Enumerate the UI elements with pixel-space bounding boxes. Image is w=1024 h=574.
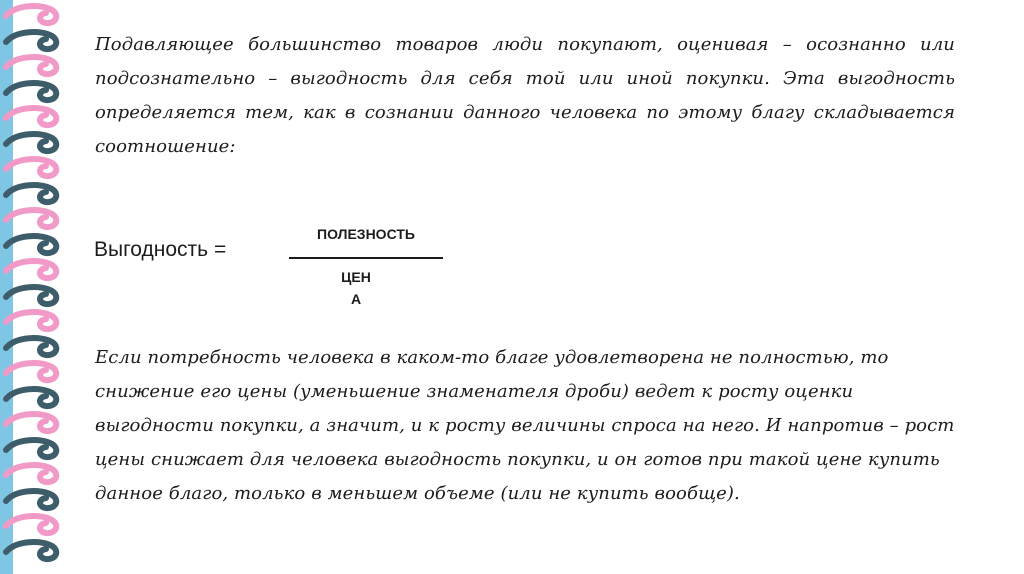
explanation-paragraph: Если потребность человека в каком-то благе удовлетворена не полностью, то снижение его цены (уменьшение знаменателя дроби) ведет к росту оценки выгодности покупки, а значит, и к росту величины спроса на него. И напротив – рост цены снижает для человека выгодность покупки, и он готов при такой цене купить данное благо, только в меньшем объеме (или не купить вообще).	[95, 347, 955, 504]
formula-label: Выгодность =	[94, 238, 227, 261]
denominator-line-1: ЦЕН	[341, 269, 371, 285]
intro-paragraph: Подавляющее большинство товаров люди покупают, оценивая – осознанно или подсознательно – выгодность для себя той или иной покупки. Эта выгодность определяется тем, как в сознании данного человека по этому благу складывается соотношение:	[95, 34, 955, 157]
formula-numerator: ПОЛЕЗНОСТЬ	[317, 226, 415, 242]
formula-denominator	[328, 266, 384, 310]
denominator-line-2: А	[350, 291, 362, 307]
fraction-bar	[289, 257, 443, 259]
